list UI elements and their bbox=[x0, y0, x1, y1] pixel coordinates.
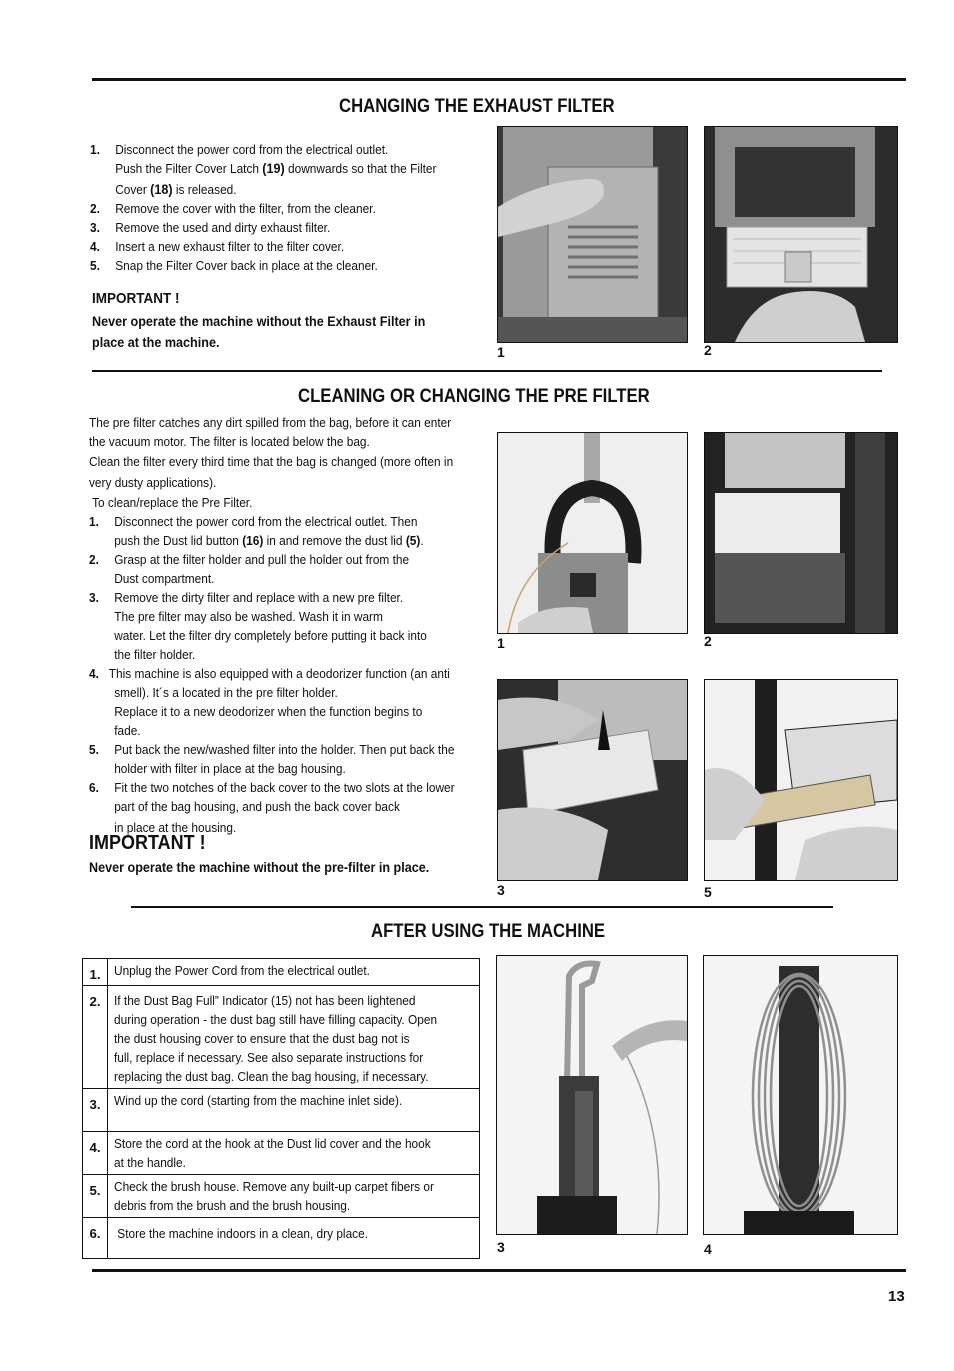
row-text: Unplug the Power Cord from the electrical outlet. bbox=[108, 959, 480, 986]
step-text: Disconnect the power cord from the electrical outlet. bbox=[115, 142, 389, 157]
exhaust-photo-label-1: 1 bbox=[497, 344, 505, 360]
pre-filter-photo-label-1: 1 bbox=[497, 635, 505, 651]
after-use-table bbox=[82, 958, 480, 1259]
row-text: Store the machine indoors in a clean, dry place. bbox=[108, 1218, 480, 1259]
table-row bbox=[83, 986, 480, 1089]
pre-filter-photo-3 bbox=[497, 679, 688, 881]
pre-filter-photo-label-3: 3 bbox=[497, 882, 505, 898]
step-text: Grasp at the filter holder and pull the holder out from the bbox=[114, 552, 410, 567]
step-text: This machine is also equipped with a deodorizer function (an anti bbox=[108, 666, 450, 681]
exhaust-important-text: Never operate the machine without the Exhaust Filter in place at the machine. bbox=[92, 313, 426, 350]
pre-filter-photo-5 bbox=[704, 679, 898, 881]
row-number: 3. bbox=[83, 1089, 108, 1132]
pre-filter-title: CLEANING OR CHANGING THE PRE FILTER bbox=[298, 386, 650, 407]
after-use-photo-label-3: 3 bbox=[497, 1239, 505, 1255]
row-number: 5. bbox=[83, 1175, 108, 1218]
table-row bbox=[83, 1089, 480, 1132]
step-text: Insert a new exhaust filter to the filter cover. bbox=[115, 239, 345, 254]
row-text: If the Dust Bag Full” Indicator (15) not has been lightened during operation - the dust bag still have filling capacity. Open the dust housing cover to ensure that the dust bag not is full, replace if necessary. See also separate instructions for replacing the dust bag. Clean the bag housing, if necessary. bbox=[108, 986, 480, 1089]
pre-filter-important-text: Never operate the machine without the pre-filter in place. bbox=[89, 859, 430, 875]
after-use-photo-label-4: 4 bbox=[704, 1241, 712, 1257]
page-number: 13 bbox=[888, 1288, 905, 1305]
pre-filter-photo-1 bbox=[497, 432, 688, 634]
step-text: Disconnect the power cord from the electrical outlet. Then bbox=[114, 514, 418, 529]
step-text: Remove the cover with the filter, from the cleaner. bbox=[115, 201, 376, 216]
top-rule bbox=[92, 78, 906, 81]
exhaust-filter-title: CHANGING THE EXHAUST FILTER bbox=[339, 96, 615, 117]
exhaust-filter-steps: 1. Disconnect the power cord from the electrical outlet. Push the Filter Cover Latch (19) downwards so that the Filter Cover (18) is released. 2. Remove the cover with the filter, from the cleaner. 3. Remove the used and dirty exhaust filter. 4. Insert a new exhaust filter to the filter cover. 5. Snap the Filter Cover back in place at the cleaner. bbox=[90, 142, 437, 273]
exhaust-photo-label-2: 2 bbox=[704, 342, 712, 358]
table-row bbox=[83, 959, 480, 986]
section-rule-1 bbox=[92, 370, 882, 372]
row-text: Store the cord at the hook at the Dust lid cover and the hook at the handle. bbox=[108, 1132, 480, 1175]
table-row bbox=[83, 1175, 480, 1218]
table-row bbox=[83, 1218, 480, 1259]
pre-filter-photo-2 bbox=[704, 432, 898, 634]
section-rule-2 bbox=[131, 906, 833, 908]
pre-filter-important-heading: IMPORTANT ! bbox=[89, 832, 206, 854]
after-use-photo-4 bbox=[703, 955, 898, 1235]
bottom-rule bbox=[92, 1269, 906, 1272]
pre-filter-photo-label-5: 5 bbox=[704, 884, 712, 900]
exhaust-photo-1 bbox=[497, 126, 688, 343]
table-row bbox=[83, 1132, 480, 1175]
after-use-title: AFTER USING THE MACHINE bbox=[371, 921, 606, 942]
row-text: Wind up the cord (starting from the machine inlet side). bbox=[108, 1089, 480, 1132]
row-text: Check the brush house. Remove any built-up carpet fibers or debris from the brush and the brush housing. bbox=[108, 1175, 480, 1218]
exhaust-photo-2 bbox=[704, 126, 898, 343]
row-number: 4. bbox=[83, 1132, 108, 1175]
step-text: Put back the new/washed filter into the holder. Then put back the bbox=[114, 742, 455, 757]
step-number: 1. bbox=[90, 142, 100, 157]
row-number: 6. bbox=[83, 1218, 108, 1259]
step-text: Snap the Filter Cover back in place at the cleaner. bbox=[115, 258, 378, 273]
step-text: Remove the dirty filter and replace with a new pre filter. bbox=[114, 590, 404, 605]
step-text: Fit the two notches of the back cover to the two slots at the lower bbox=[114, 780, 455, 795]
row-number: 1. bbox=[83, 959, 108, 986]
pre-filter-text: The pre filter catches any dirt spilled from the bag, before it can enter the vacuum motor. The filter is located below the bag. Clean the filter every third time that the bag is changed (more often in very dusty applications). To clean/replace the Pre Filter. 1. Disconnect the power cord from the electrical outlet. Then push the Dust lid button (16) in and remove the dust lid (5). 2. Grasp at the filter holder and pull the holder out from the Dust compartment. 3. Remove the dirty filter and replace with a new pre filter. The pre filter may also be washed. Wash it in warm water. Let the filter dry completely before putting it back into the filter holder. 4. This machine is also equipped with a deodorizer function (an anti smell). It´s a located in the pre filter holder. Replace it to a new deodorizer when the function begins to fade. 5. Put back the new/washed filter into the holder. Then put back the holder with filter in place at the bag housing. 6. Fit the two notches of the back cover to the two slots at the lower part of the bag housing, and push the back cover back in place at the housing. bbox=[89, 415, 455, 835]
after-use-photo-3 bbox=[496, 955, 688, 1235]
row-number: 2. bbox=[83, 986, 108, 1089]
pre-filter-photo-label-2: 2 bbox=[704, 633, 712, 649]
step-text: Remove the used and dirty exhaust filter. bbox=[115, 220, 331, 235]
exhaust-important-heading: IMPORTANT ! bbox=[92, 290, 180, 307]
